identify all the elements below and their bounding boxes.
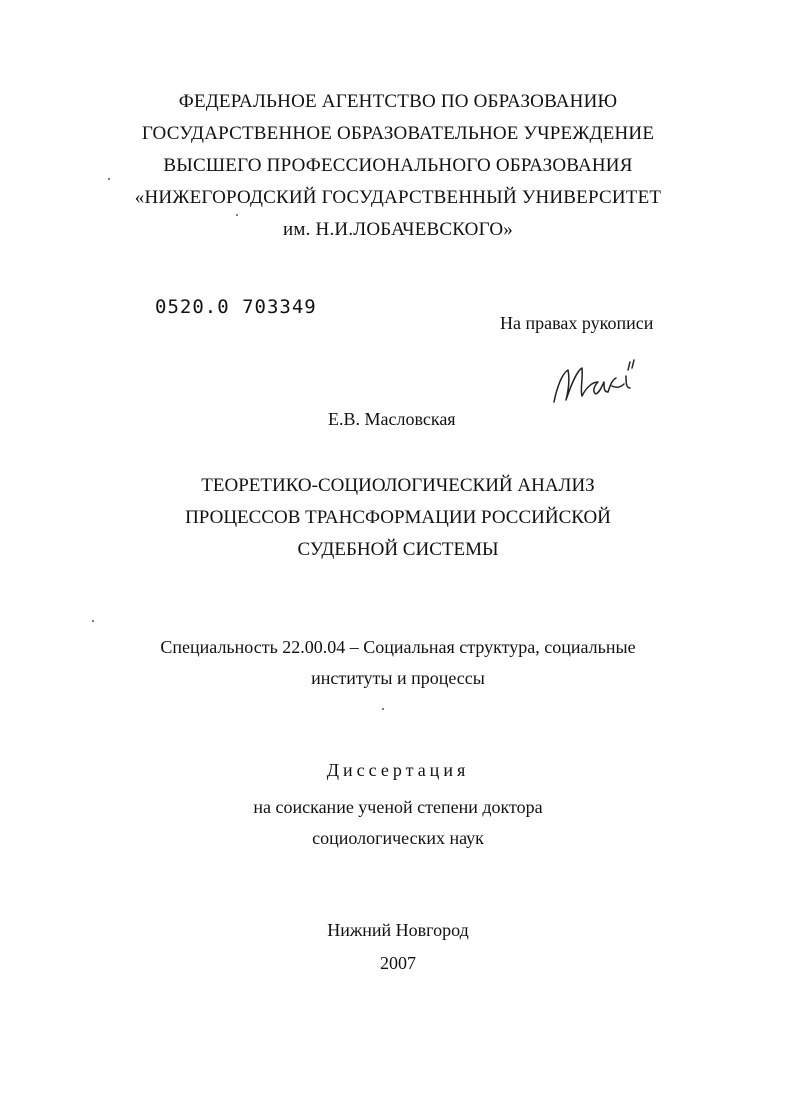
header-line-university: «НИЖЕГОРОДСКИЙ ГОСУДАРСТВЕННЫЙ УНИВЕРСИТЕТ [134, 187, 662, 208]
header-line-lobachevsky: им. Н.И.ЛОБАЧЕВСКОГО» [283, 219, 513, 240]
scan-speck [92, 620, 94, 622]
title-line-3: СУДЕБНОЙ СИСТЕМЫ [297, 539, 499, 560]
specialty [0, 632, 796, 694]
title-line-1: ТЕОРЕТИКО-СОЦИОЛОГИЧЕСКИЙ АНАЛИЗ [201, 475, 595, 496]
handwritten-signature [546, 352, 646, 412]
scan-speck [108, 178, 110, 180]
author-name: Е.В. Масловская [328, 409, 456, 429]
year: 2007 [380, 953, 416, 973]
title-line-2: ПРОЦЕССОВ ТРАНСФОРМАЦИИ РОССИЙСКОЙ [185, 507, 611, 528]
specialty-line-2: институты и процессы [311, 668, 485, 688]
document-type: Диссертация [326, 760, 470, 780]
scan-speck [236, 214, 238, 216]
organization-header [0, 86, 796, 246]
stamp-number: 0520.0 703349 [155, 296, 317, 318]
degree-line-2: социологических наук [312, 828, 484, 848]
dissertation-title [0, 470, 796, 566]
degree-line-1: на соискание ученой степени доктора [253, 797, 543, 817]
scan-speck [382, 708, 384, 710]
specialty-line-1: Специальность 22.00.04 – Социальная структура, социальные [160, 637, 636, 657]
header-line-institution: ГОСУДАРСТВЕННОЕ ОБРАЗОВАТЕЛЬНОЕ УЧРЕЖДЕНИЕ [141, 123, 655, 144]
rights-note: На правах рукописи [500, 313, 654, 333]
header-line-education: ВЫСШЕГО ПРОФЕССИОНАЛЬНОГО ОБРАЗОВАНИЯ [163, 155, 633, 176]
header-line-agency: ФЕДЕРАЛЬНОЕ АГЕНТСТВО ПО ОБРАЗОВАНИЮ [178, 91, 618, 112]
degree-info [0, 792, 796, 854]
city: Нижний Новгород [327, 920, 469, 940]
